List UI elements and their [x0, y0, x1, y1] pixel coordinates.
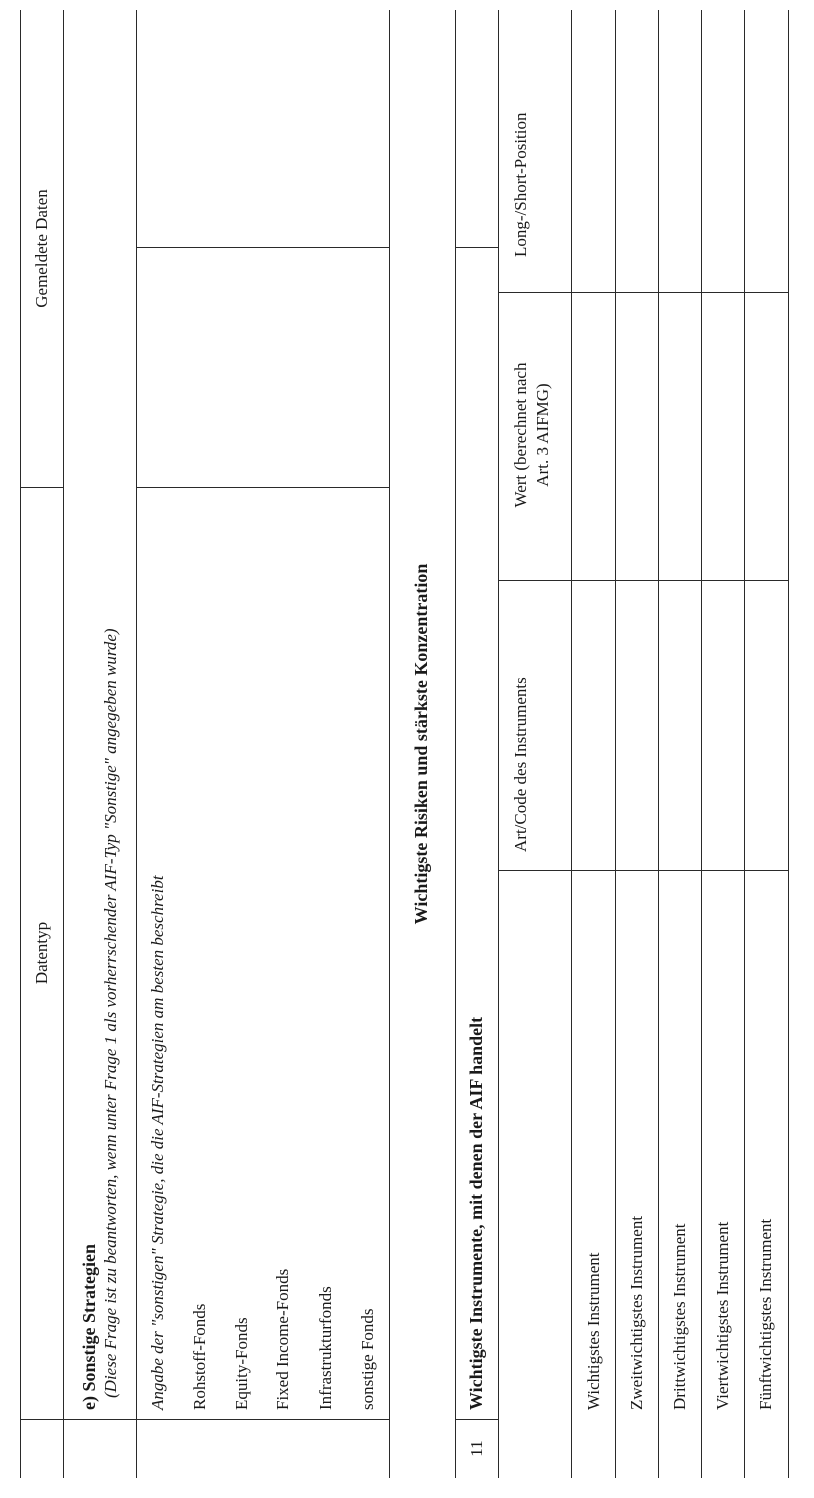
strategy-prompt: Angabe der "sonstigen" Strategie, die die AIF-Strategien am besten beschreibt: [148, 875, 167, 1410]
row-label-2: Zweitwichtigstes Instrument: [627, 1215, 646, 1410]
question-title: Wichtigste Instrumente, mit denen der AIF handelt: [466, 1016, 486, 1410]
table1-col-divider-2: [136, 10, 137, 1478]
column-art-code: Art/Code des Instruments: [511, 677, 530, 852]
table1-border-left: [20, 10, 21, 1478]
row-label-4: Viertwichtigstes Instrument: [713, 1221, 732, 1410]
row-label-5: Fünftwichtigstes Instrument: [756, 1218, 775, 1410]
column-wert-line2: Art. 3 AIFMG): [533, 383, 552, 487]
table2-row-divider-2: [615, 10, 616, 1478]
strategy-option-infrastruktur: Infrastrukturfonds: [316, 1286, 335, 1410]
section-e-note: (Diese Frage ist zu beantworten, wenn unter Frage 1 als vorherrschender AIF-Typ "Sonstige" angegeben wurde): [101, 628, 120, 1398]
table2-col-wert-divider: [498, 580, 789, 581]
table2-row-divider-5: [744, 10, 745, 1478]
table1-col-divider-1: [63, 10, 64, 1478]
table1-number-col-divider: [20, 1419, 390, 1420]
table1-border-right: [389, 10, 390, 1478]
question-number: 11: [467, 1440, 486, 1457]
table2-row-divider-1: [571, 10, 572, 1478]
table2-row-divider-3: [658, 10, 659, 1478]
table2-row-divider-4: [701, 10, 702, 1478]
section-e-title: e) Sonstige Strategien: [79, 1244, 99, 1410]
row-label-3: Drittwichtigstes Instrument: [670, 1223, 689, 1410]
strategy-option-sonstige: sonstige Fonds: [358, 1308, 377, 1410]
strategy-data-row-divider: [136, 247, 390, 248]
row-label-1: Wichtigstes Instrument: [584, 1252, 603, 1410]
strategy-prompt-row-divider: [136, 487, 390, 488]
table2-border-right: [788, 10, 789, 1478]
table2-col-divider-1: [498, 10, 499, 1478]
table2-border-left: [455, 10, 456, 1478]
column-wert-line1: Wert (berechnet nach: [511, 362, 530, 508]
header-datentyp: Datentyp: [32, 921, 51, 985]
table2-header-divider-1: [455, 247, 499, 248]
header-gemeldete-daten: Gemeldete Daten: [32, 189, 51, 308]
column-long-short: Long-/Short-Position: [511, 112, 530, 257]
strategy-option-equity: Equity-Fonds: [232, 1317, 251, 1410]
section-title: Wichtigste Risiken und stärkste Konzentration: [411, 563, 431, 925]
strategy-option-fixed-income: Fixed Income-Fonds: [273, 1268, 292, 1410]
strategy-option-rohstoff: Rohstoff-Fonds: [190, 1303, 209, 1410]
table2-col-art-wert-divider: [498, 870, 789, 871]
